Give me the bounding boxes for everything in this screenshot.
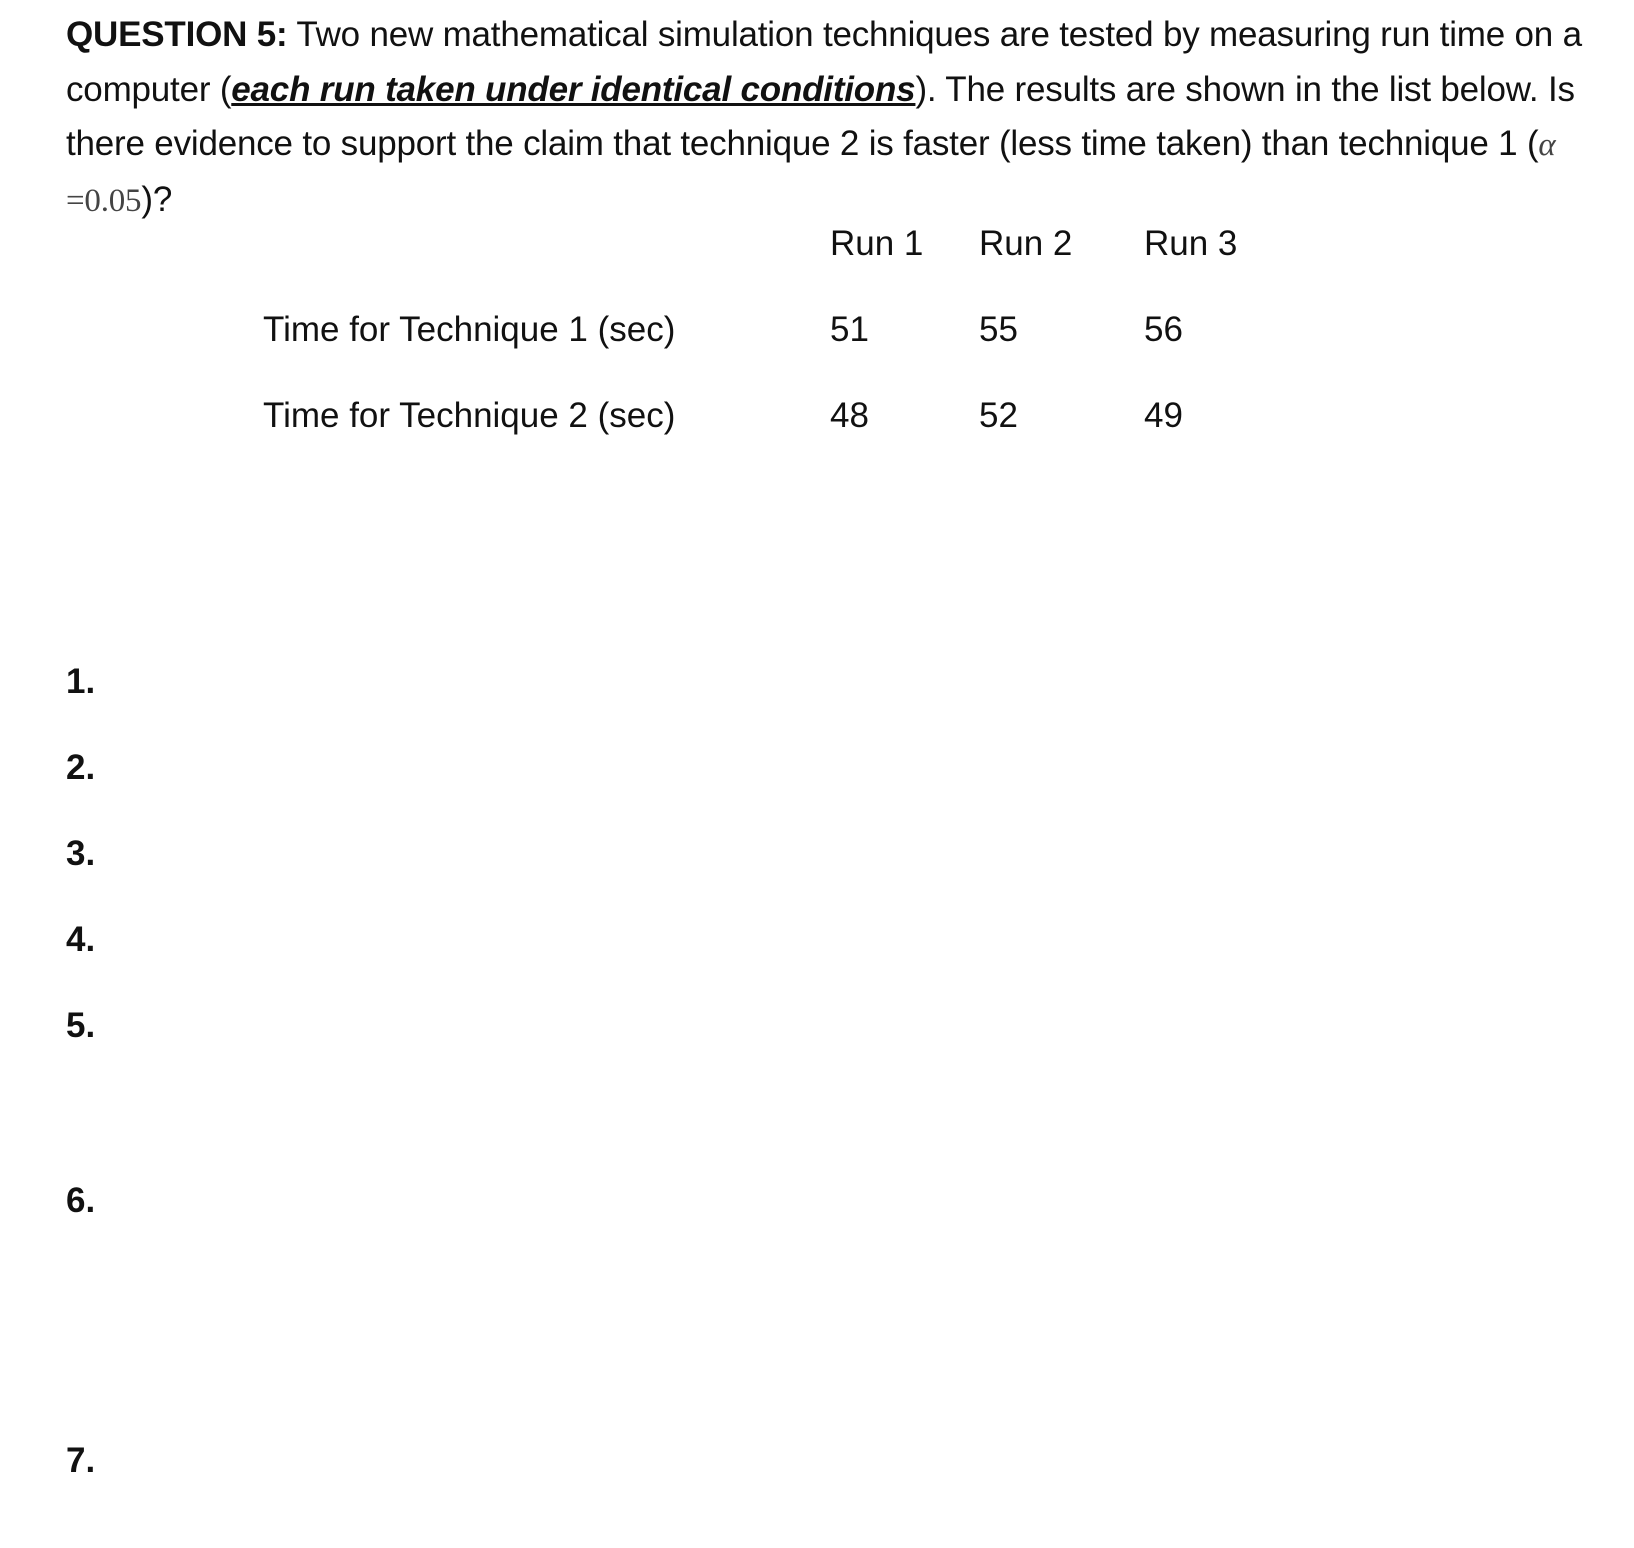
alpha-value: =0.05: [66, 182, 142, 219]
answer-step-6: 6.: [66, 1181, 96, 1220]
question-body-end: )?: [141, 179, 173, 219]
answer-step-5: 5.: [66, 1006, 96, 1045]
question-body-middle: ). The results are shown in the list below. Is there evidence to support the claim that technique 2 is faster (less time taken) than technique 1 (: [66, 69, 1575, 163]
question-emphasis: each run taken under identical conditions: [231, 69, 916, 109]
column-header-run-3: Run 3: [1144, 224, 1238, 263]
answer-step-3: 3.: [66, 834, 96, 873]
question-body-start: Two new mathematical simulation techniques are tested by measuring run time on a computer (: [66, 15, 1582, 109]
question-label: QUESTION 5:: [66, 15, 288, 54]
technique-1-run-1: 51: [830, 310, 869, 349]
question-text: [66, 8, 1616, 228]
alpha-symbol: α: [1538, 127, 1556, 163]
technique-1-run-2: 55: [979, 310, 1018, 349]
answer-step-7: 7.: [66, 1441, 96, 1480]
technique-1-run-3: 56: [1144, 310, 1183, 349]
answer-step-4: 4.: [66, 920, 96, 959]
technique-2-run-2: 52: [979, 396, 1018, 435]
answer-step-1: 1.: [66, 662, 96, 701]
technique-2-run-3: 49: [1144, 396, 1183, 435]
column-header-run-2: Run 2: [979, 224, 1073, 263]
column-header-run-1: Run 1: [830, 224, 924, 263]
answer-step-2: 2.: [66, 748, 96, 787]
row-label-technique-2: Time for Technique 2 (sec): [263, 396, 676, 435]
row-label-technique-1: Time for Technique 1 (sec): [263, 310, 676, 349]
technique-2-run-1: 48: [830, 396, 869, 435]
